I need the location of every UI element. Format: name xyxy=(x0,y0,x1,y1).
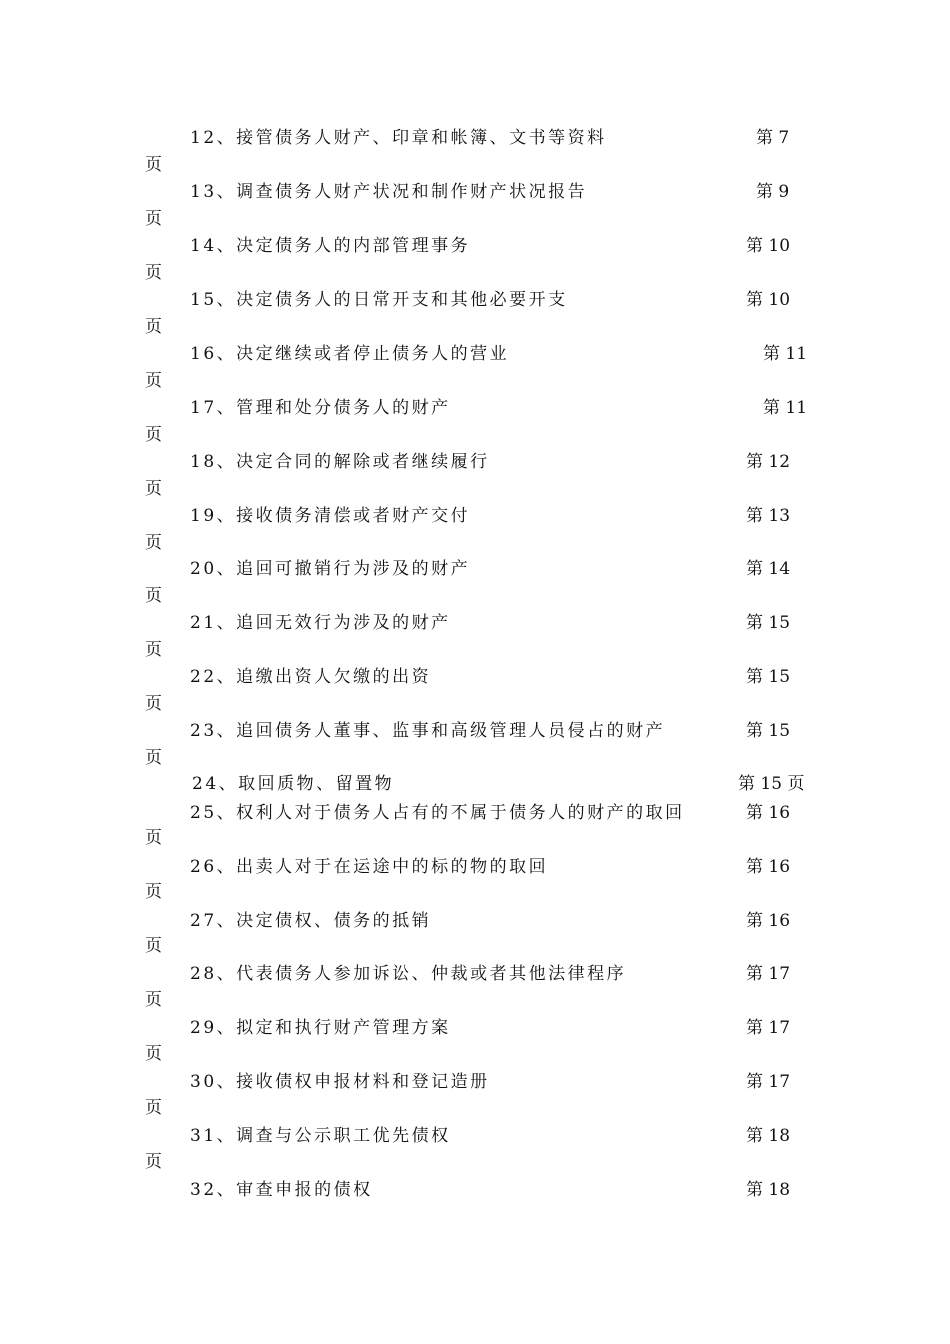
toc-entry-page: 第 10 xyxy=(746,290,791,310)
toc-page-suffix: 页 xyxy=(145,1152,162,1172)
toc-entry-page: 第 14 xyxy=(746,559,791,579)
toc-entry-title: 19、接收债务清偿或者财产交付 xyxy=(190,506,471,526)
toc-entry-page: 第 17 xyxy=(746,964,791,984)
toc-entry xyxy=(190,612,451,634)
toc-page-suffix: 页 xyxy=(145,694,162,714)
toc-entry-page: 第 18 xyxy=(746,1126,791,1146)
toc-entry-page: 第 16 xyxy=(746,857,791,877)
toc-entry-page: 第 11 xyxy=(763,398,808,418)
toc-entry-title: 25、权利人对于债务人占有的不属于债务人的财产的取回 xyxy=(190,803,685,823)
toc-entry xyxy=(190,1071,490,1093)
toc-entry-title: 18、决定合同的解除或者继续履行 xyxy=(190,452,490,472)
toc-page-suffix: 页 xyxy=(145,155,162,175)
toc-entry xyxy=(190,289,568,311)
toc-entry-title: 29、拟定和执行财产管理方案 xyxy=(190,1018,451,1038)
toc-entry-title: 20、追回可撤销行为涉及的财产 xyxy=(190,559,471,579)
toc-entry-title: 16、决定继续或者停止债务人的营业 xyxy=(190,344,510,364)
toc-entry-title: 27、决定债权、债务的抵销 xyxy=(190,911,432,931)
toc-entry xyxy=(190,505,470,527)
toc-page-suffix: 页 xyxy=(145,640,162,660)
toc-page-suffix: 页 xyxy=(145,371,162,391)
toc-entry xyxy=(190,666,431,688)
toc-entry xyxy=(190,963,626,985)
toc-page-suffix: 页 xyxy=(145,533,162,553)
toc-entry xyxy=(190,1125,451,1147)
toc-entry-page: 第 15 xyxy=(746,667,791,687)
toc-entry-title: 12、接管债务人财产、印章和帐簿、文书等资料 xyxy=(190,128,607,148)
toc-page-suffix: 页 xyxy=(145,936,162,956)
toc-entry-page: 第 10 xyxy=(746,236,791,256)
toc-entry-page: 第 12 xyxy=(746,452,791,472)
toc-entry-page: 第 17 xyxy=(746,1072,791,1092)
toc-page-suffix: 页 xyxy=(145,479,162,499)
toc-page-suffix: 页 xyxy=(145,828,162,848)
toc-entry xyxy=(192,773,394,795)
toc-entry-title: 30、接收债权申报材料和登记造册 xyxy=(190,1072,490,1092)
toc-entry-title: 14、决定债务人的内部管理事务 xyxy=(190,236,471,256)
toc-entry-page: 第 18 xyxy=(746,1180,791,1200)
toc-page-suffix: 页 xyxy=(145,209,162,229)
toc-page-suffix: 页 xyxy=(145,1044,162,1064)
toc-entry-page: 第 15 xyxy=(746,721,791,741)
toc-entry-page: 第 11 xyxy=(763,344,808,364)
toc-entry xyxy=(190,720,665,742)
toc-entry-title: 21、追回无效行为涉及的财产 xyxy=(190,613,451,633)
toc-entry-title: 17、管理和处分债务人的财产 xyxy=(190,398,451,418)
toc-entry xyxy=(190,397,451,419)
toc-entry-page: 第 13 xyxy=(746,506,791,526)
toc-entry-page: 第 17 xyxy=(746,1018,791,1038)
toc-entry-title: 13、调查债务人财产状况和制作财产状况报告 xyxy=(190,182,588,202)
toc-page-suffix: 页 xyxy=(145,425,162,445)
toc-entry xyxy=(190,802,685,824)
toc-entry-title: 15、决定债务人的日常开支和其他必要开支 xyxy=(190,290,568,310)
toc-entry xyxy=(190,910,431,932)
toc-page-suffix: 页 xyxy=(145,586,162,606)
toc-entry-title: 24、取回质物、留置物 xyxy=(192,774,395,794)
toc-entry xyxy=(190,127,607,149)
toc-entry-title: 22、追缴出资人欠缴的出资 xyxy=(190,667,432,687)
toc-entry xyxy=(190,856,548,878)
toc-entry xyxy=(190,451,490,473)
toc-entry xyxy=(190,1017,451,1039)
toc-page-suffix: 页 xyxy=(145,317,162,337)
toc-entry-page: 第 16 xyxy=(746,911,791,931)
toc-entry-page: 第 15 xyxy=(746,613,791,633)
toc-page-suffix: 页 xyxy=(145,263,162,283)
toc-entry-page: 第 16 xyxy=(746,803,791,823)
toc-entry-page: 第 7 xyxy=(756,128,790,148)
toc-page-suffix: 页 xyxy=(145,990,162,1010)
toc-entry xyxy=(190,558,470,580)
toc-page-suffix: 页 xyxy=(145,748,162,768)
toc-entry xyxy=(190,343,509,365)
toc-entry xyxy=(190,1179,373,1201)
toc-entry-title: 28、代表债务人参加诉讼、仲裁或者其他法律程序 xyxy=(190,964,627,984)
toc-entry xyxy=(190,235,470,257)
toc-entry-title: 26、出卖人对于在运途中的标的物的取回 xyxy=(190,857,549,877)
toc-entry-title: 32、审查申报的债权 xyxy=(190,1180,373,1200)
toc-page-suffix: 页 xyxy=(145,1098,162,1118)
toc-entry-title: 23、追回债务人董事、监事和高级管理人员侵占的财产 xyxy=(190,721,666,741)
toc-entry xyxy=(190,181,587,203)
toc-entry-page: 第 15 页 xyxy=(738,774,805,794)
toc-entry-title: 31、调查与公示职工优先债权 xyxy=(190,1126,451,1146)
toc-page-suffix: 页 xyxy=(145,882,162,902)
toc-entry-page: 第 9 xyxy=(756,182,790,202)
